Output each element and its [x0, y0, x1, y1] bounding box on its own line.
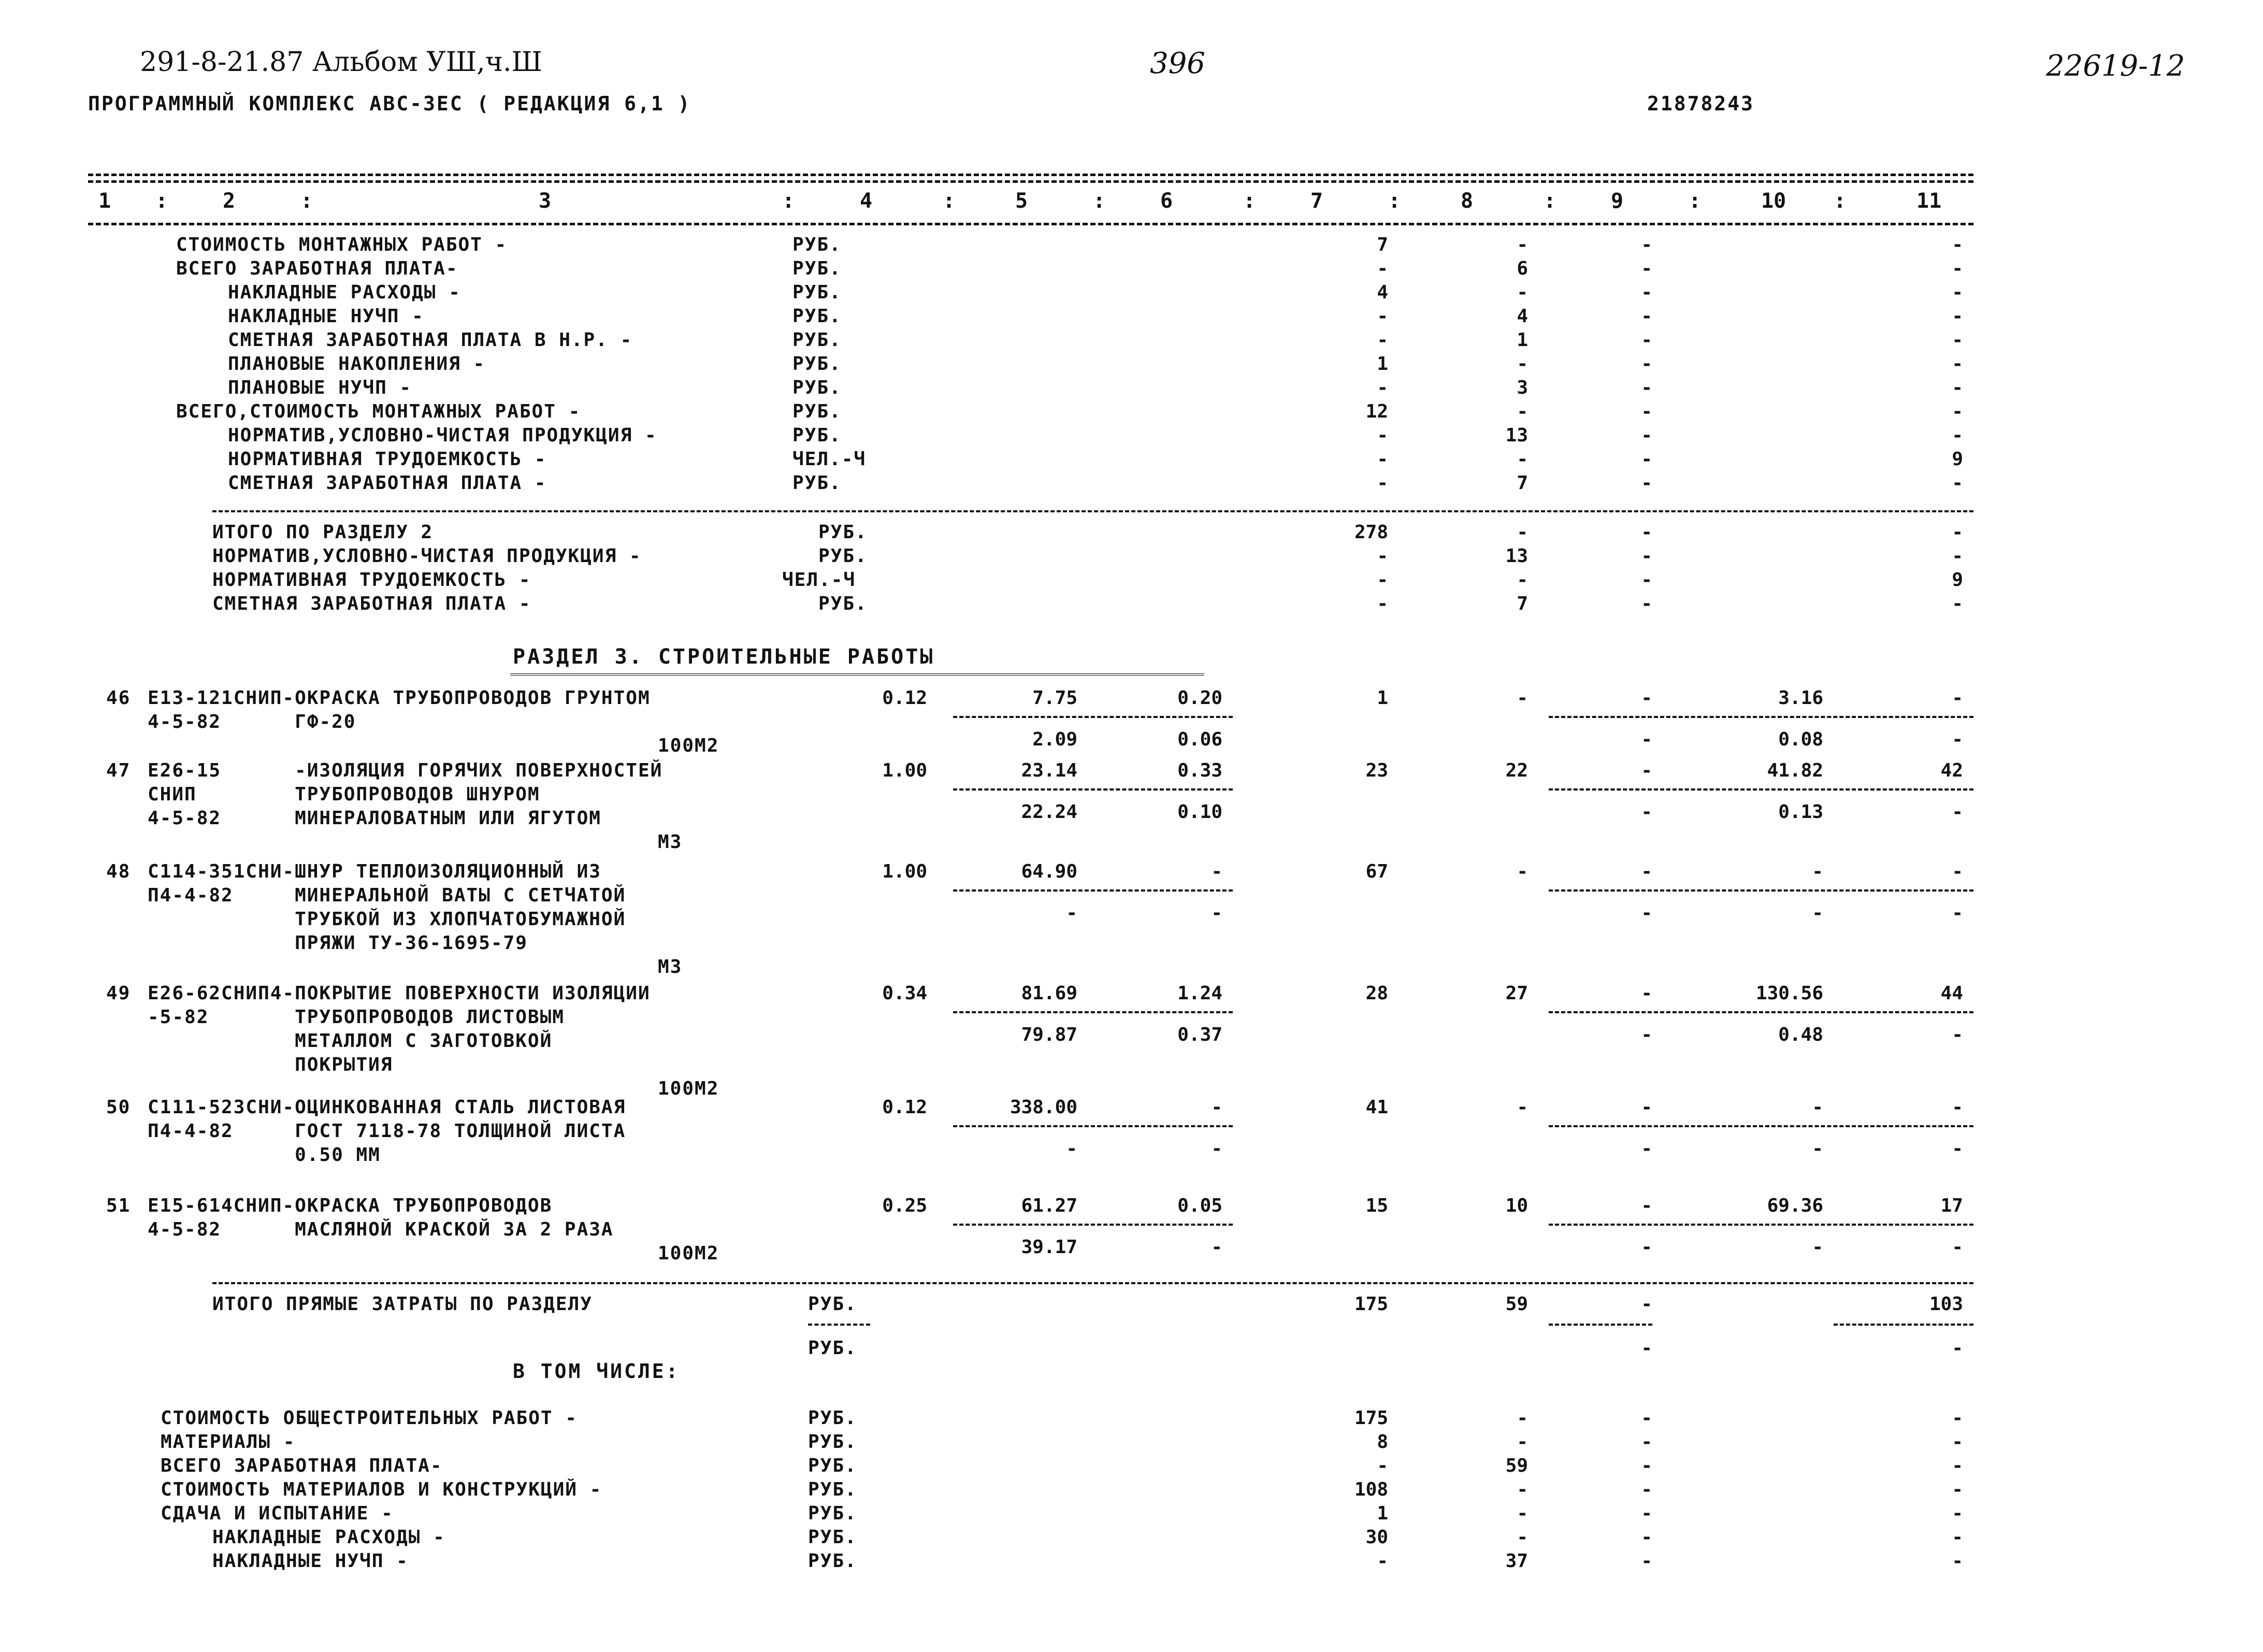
including-col8: -	[1517, 1479, 1528, 1500]
summary-label: НОРМАТИВ,УСЛОВНО-ЧИСТАЯ ПРОДУКЦИЯ -	[228, 425, 657, 446]
section-total-col8: 13	[1505, 545, 1528, 567]
item-description: Е26-62СНИП4-ПОКРЫТИЕ ПОВЕРХНОСТИ ИЗОЛЯЦИИ	[148, 983, 651, 1004]
summary-col9: -	[1641, 353, 1652, 375]
item-col6: 0.05	[1177, 1195, 1222, 1216]
summary-col7: 7	[1377, 234, 1388, 255]
including-col11: -	[1952, 1527, 1963, 1548]
item-description: 4-5-82 МИНЕРАЛОВАТНЫМ ИЛИ ЯГУТОМ	[148, 808, 601, 829]
item-col10-sub: -	[1812, 902, 1823, 924]
item-col10: -	[1812, 1097, 1823, 1118]
including-col8: -	[1517, 1431, 1528, 1453]
item-col9-sub: -	[1641, 729, 1652, 750]
summary-unit: РУБ.	[792, 282, 842, 303]
summary-col11: -	[1952, 306, 1963, 327]
direct-costs-col8: 59	[1505, 1294, 1528, 1315]
item-unit: 100М2	[658, 735, 719, 756]
section-total-col7: -	[1377, 569, 1388, 591]
column-separator: :	[1689, 189, 1702, 213]
summary-col11: -	[1952, 258, 1963, 279]
direct-costs-sub-rule	[1834, 1324, 1973, 1326]
including-label: СДАЧА И ИСПЫТАНИЕ -	[161, 1503, 394, 1524]
including-col9: -	[1641, 1550, 1652, 1572]
summary-col8: -	[1517, 449, 1528, 470]
item-subline	[953, 716, 1233, 718]
section-total-unit: ЧЕЛ.-Ч	[782, 569, 856, 591]
item-col5-sub: -	[1066, 1138, 1077, 1159]
summary-label: НАКЛАДНЫЕ РАСХОДЫ -	[228, 282, 461, 303]
item-subline	[953, 1011, 1233, 1013]
item-col9-sub: -	[1641, 1138, 1652, 1159]
summary-label: ВСЕГО,СТОИМОСТЬ МОНТАЖНЫХ РАБОТ -	[176, 401, 581, 422]
including-label: СТОИМОСТЬ ОБЩЕСТРОИТЕЛЬНЫХ РАБОТ -	[161, 1407, 578, 1429]
item-subline	[1549, 889, 1973, 892]
item-description: ПРЯЖИ ТУ-36-1695-79	[148, 932, 528, 954]
item-description: С114-351СНИ-ШНУР ТЕПЛОИЗОЛЯЦИОННЫЙ ИЗ	[148, 861, 601, 882]
including-col9: -	[1641, 1407, 1652, 1429]
item-col9-sub: -	[1641, 801, 1652, 823]
item-unit: 100М2	[658, 1243, 719, 1264]
item-number: 49	[106, 983, 131, 1004]
item-quantity: 1.00	[882, 861, 927, 882]
section-total-col11: 9	[1952, 569, 1963, 591]
section-total-unit: РУБ.	[818, 593, 868, 614]
including-unit: РУБ.	[808, 1431, 857, 1453]
including-unit: РУБ.	[808, 1527, 857, 1548]
item-description: П4-4-82 ГОСТ 7118-78 ТОЛЩИНОЙ ЛИСТА	[148, 1121, 626, 1142]
including-col7: -	[1377, 1550, 1388, 1572]
summary-col11: -	[1952, 329, 1963, 351]
item-col10: 130.56	[1755, 983, 1823, 1004]
summary-col11: 9	[1952, 449, 1963, 470]
summary-col8: 3	[1517, 377, 1528, 398]
summary-unit: РУБ.	[792, 306, 842, 327]
including-col8: 59	[1505, 1455, 1528, 1476]
item-description: МЕТАЛЛОМ С ЗАГОТОВКОЙ	[148, 1030, 553, 1052]
summary-label: СМЕТНАЯ ЗАРАБОТНАЯ ПЛАТА -	[228, 472, 547, 494]
item-col11: -	[1952, 861, 1963, 882]
item-col8: 10	[1505, 1195, 1528, 1216]
item-col7: 1	[1377, 687, 1388, 709]
column-separator: :	[300, 189, 313, 213]
including-label: СТОИМОСТЬ МАТЕРИАЛОВ И КОНСТРУКЦИЙ -	[161, 1479, 602, 1500]
summary-col8: -	[1517, 234, 1528, 255]
item-quantity: 1.00	[882, 760, 927, 781]
section-total-col7: -	[1377, 593, 1388, 614]
item-subline	[953, 788, 1233, 791]
item-col11-sub: -	[1952, 801, 1963, 823]
item-col11-sub: -	[1952, 729, 1963, 750]
including-col8: -	[1517, 1503, 1528, 1524]
section-total-col8: -	[1517, 569, 1528, 591]
item-quantity: 0.34	[882, 983, 927, 1004]
summary-label: ПЛАНОВЫЕ НУЧП -	[228, 377, 412, 398]
summary-col9: -	[1641, 425, 1652, 446]
including-title: В ТОМ ЧИСЛЕ:	[513, 1360, 680, 1383]
summary-unit: РУБ.	[792, 377, 842, 398]
summary-col7: -	[1377, 472, 1388, 494]
summary-unit: РУБ.	[792, 353, 842, 375]
summary-col8: 4	[1517, 306, 1528, 327]
including-col11: -	[1952, 1479, 1963, 1500]
section-total-col8: 7	[1517, 593, 1528, 614]
column-separator: :	[1243, 189, 1256, 213]
item-description: П4-4-82 МИНЕРАЛЬНОЙ ВАТЫ С СЕТЧАТОЙ	[148, 885, 626, 906]
column-separator: :	[1388, 189, 1401, 213]
summary-col9: -	[1641, 449, 1652, 470]
item-col6-sub: -	[1211, 1237, 1222, 1258]
section-total-col9: -	[1641, 593, 1652, 614]
including-col11: -	[1952, 1503, 1963, 1524]
column-separator: :	[782, 189, 795, 213]
item-description: ТРУБКОЙ ИЗ ХЛОПЧАТОБУМАЖНОЙ	[148, 909, 626, 930]
item-col7: 28	[1365, 983, 1388, 1004]
item-col6: 0.20	[1177, 687, 1222, 709]
item-col5-sub: 22.24	[1021, 801, 1077, 823]
including-col11: -	[1952, 1431, 1963, 1453]
section-total-col7: 278	[1354, 522, 1388, 543]
item-col5: 81.69	[1021, 983, 1077, 1004]
item-col8: -	[1517, 687, 1528, 709]
item-col10-sub: -	[1812, 1237, 1823, 1258]
item-quantity: 0.25	[882, 1195, 927, 1216]
item-col10: 41.82	[1767, 760, 1823, 781]
item-col5-sub: 39.17	[1021, 1237, 1077, 1258]
item-col7: 23	[1365, 760, 1388, 781]
including-unit: РУБ.	[808, 1407, 857, 1429]
including-unit: РУБ.	[808, 1479, 857, 1500]
item-col11: 42	[1940, 760, 1963, 781]
section-total-label: НОРМАТИВ,УСЛОВНО-ЧИСТАЯ ПРОДУКЦИЯ -	[212, 545, 642, 567]
summary-label: НАКЛАДНЫЕ НУЧП -	[228, 306, 424, 327]
column-header: 10	[1761, 189, 1786, 213]
item-col7: 67	[1365, 861, 1388, 882]
item-col9: -	[1641, 687, 1652, 709]
including-col7: -	[1377, 1455, 1388, 1476]
including-col9: -	[1641, 1431, 1652, 1453]
item-col10-sub: 0.48	[1778, 1024, 1823, 1045]
item-description: СНИП ТРУБОПРОВОДОВ ШНУРОМ	[148, 784, 540, 805]
item-description: Е26-15 -ИЗОЛЯЦИЯ ГОРЯЧИХ ПОВЕРХНОСТЕЙ	[148, 760, 663, 781]
section-title-underline	[510, 673, 1204, 676]
item-col7: 41	[1365, 1097, 1388, 1118]
item-col8: 22	[1505, 760, 1528, 781]
item-col9-sub: -	[1641, 1024, 1652, 1045]
item-col8: 27	[1505, 983, 1528, 1004]
item-col6-sub: 0.06	[1177, 729, 1222, 750]
direct-costs-col7: 175	[1354, 1294, 1388, 1315]
item-col5: 7.75	[1032, 687, 1077, 709]
summary-col7: -	[1377, 306, 1388, 327]
item-col9: -	[1641, 1195, 1652, 1216]
summary-col8: -	[1517, 282, 1528, 303]
item-col11-sub: -	[1952, 902, 1963, 924]
item-number: 48	[106, 861, 131, 882]
including-unit: РУБ.	[808, 1455, 857, 1476]
summary-col8: 13	[1505, 425, 1528, 446]
column-header: 3	[539, 189, 552, 213]
including-unit: РУБ.	[808, 1503, 857, 1524]
column-header: 1	[98, 189, 111, 213]
item-col5-sub: 79.87	[1021, 1024, 1077, 1045]
item-col9: -	[1641, 760, 1652, 781]
total-top-rule	[212, 1282, 1973, 1284]
including-col8: -	[1517, 1407, 1528, 1429]
item-col5-sub: 2.09	[1032, 729, 1077, 750]
summary-col7: 4	[1377, 282, 1388, 303]
item-col10: -	[1812, 861, 1823, 882]
section-total-col9: -	[1641, 569, 1652, 591]
column-separator: :	[1544, 189, 1556, 213]
summary-unit: ЧЕЛ.-Ч	[792, 449, 867, 470]
item-col11-sub: -	[1952, 1237, 1963, 1258]
section-total-col8: -	[1517, 522, 1528, 543]
including-label: НАКЛАДНЫЕ РАСХОДЫ -	[212, 1527, 445, 1548]
item-subline	[1549, 788, 1973, 791]
item-col9-sub: -	[1641, 1237, 1652, 1258]
summary-col8: -	[1517, 353, 1528, 375]
item-number: 47	[106, 760, 131, 781]
item-col10: 3.16	[1778, 687, 1823, 709]
direct-costs-col11: 103	[1929, 1294, 1963, 1315]
summary-label: СТОИМОСТЬ МОНТАЖНЫХ РАБОТ -	[176, 234, 508, 255]
summary-unit: РУБ.	[792, 401, 842, 422]
item-col11-sub: -	[1952, 1138, 1963, 1159]
column-header: 11	[1916, 189, 1942, 213]
column-header: 2	[223, 189, 236, 213]
item-col9: -	[1641, 983, 1652, 1004]
summary-col9: -	[1641, 306, 1652, 327]
summary-col11: -	[1952, 472, 1963, 494]
summary-col8: 6	[1517, 258, 1528, 279]
summary-unit: РУБ.	[792, 258, 842, 279]
item-description: -5-82 ТРУБОПРОВОДОВ ЛИСТОВЫМ	[148, 1007, 565, 1028]
item-col5: 64.90	[1021, 861, 1077, 882]
item-col10-sub: 0.08	[1778, 729, 1823, 750]
item-col6-sub: 0.10	[1177, 801, 1222, 823]
summary-col9: -	[1641, 258, 1652, 279]
item-description: Е15-614СНИП-ОКРАСКА ТРУБОПРОВОДОВ	[148, 1195, 553, 1216]
item-subline	[1549, 716, 1973, 718]
direct-costs-unit: РУБ.	[808, 1294, 857, 1315]
including-col8: 37	[1505, 1550, 1528, 1572]
item-col9: -	[1641, 861, 1652, 882]
item-subline	[953, 1125, 1233, 1127]
summary-label: СМЕТНАЯ ЗАРАБОТНАЯ ПЛАТА В Н.Р. -	[228, 329, 633, 351]
summary-col8: 7	[1517, 472, 1528, 494]
including-col9: -	[1641, 1479, 1652, 1500]
column-header: 7	[1310, 189, 1323, 213]
including-col11: -	[1952, 1455, 1963, 1476]
item-col10-sub: 0.13	[1778, 801, 1823, 823]
item-col8: -	[1517, 1097, 1528, 1118]
summary-col8: 1	[1517, 329, 1528, 351]
direct-costs-col11-sub: -	[1952, 1338, 1963, 1359]
summary-col11: -	[1952, 401, 1963, 422]
item-col6: 1.24	[1177, 983, 1222, 1004]
section-total-col9: -	[1641, 522, 1652, 543]
summary-col9: -	[1641, 401, 1652, 422]
summary-unit: РУБ.	[792, 234, 842, 255]
item-unit: М3	[658, 956, 683, 978]
item-number: 50	[106, 1097, 131, 1118]
item-quantity: 0.12	[882, 687, 927, 709]
direct-costs-label: ИТОГО ПРЯМЫЕ ЗАТРАТЫ ПО РАЗДЕЛУ	[212, 1294, 593, 1315]
summary-col11: -	[1952, 234, 1963, 255]
including-col11: -	[1952, 1407, 1963, 1429]
item-col6-sub: -	[1211, 1138, 1222, 1159]
summary-col7: -	[1377, 258, 1388, 279]
column-header: 4	[860, 189, 873, 213]
top-rule-2	[88, 180, 1973, 183]
item-col10: 69.36	[1767, 1195, 1823, 1216]
page-number: 396	[1150, 47, 1205, 80]
summary-label: ПЛАНОВЫЕ НАКОПЛЕНИЯ -	[228, 353, 486, 375]
top-rule	[88, 174, 1973, 176]
section-total-label: ИТОГО ПО РАЗДЕЛУ 2	[212, 522, 434, 543]
direct-costs-col9: -	[1641, 1294, 1652, 1315]
summary-col9: -	[1641, 282, 1652, 303]
summary-col7: 1	[1377, 353, 1388, 375]
including-label: ВСЕГО ЗАРАБОТНАЯ ПЛАТА-	[161, 1455, 443, 1476]
item-unit: М3	[658, 831, 683, 853]
section-total-label: НОРМАТИВНАЯ ТРУДОЕМКОСТЬ -	[212, 569, 531, 591]
direct-costs-col9-sub: -	[1641, 1338, 1652, 1359]
summary-col11: -	[1952, 425, 1963, 446]
summary-col7: -	[1377, 329, 1388, 351]
item-col6-sub: -	[1211, 902, 1222, 924]
summary-col8: -	[1517, 401, 1528, 422]
column-separator: :	[1834, 189, 1847, 213]
item-col10-sub: -	[1812, 1138, 1823, 1159]
column-header: 9	[1611, 189, 1624, 213]
item-subline	[1549, 1011, 1973, 1013]
column-separator: :	[155, 189, 168, 213]
including-col7: 175	[1354, 1407, 1388, 1429]
summary-unit: РУБ.	[792, 472, 842, 494]
item-description: 4-5-82 МАСЛЯНОЙ КРАСКОЙ ЗА 2 РАЗА	[148, 1219, 614, 1240]
item-col9: -	[1641, 1097, 1652, 1118]
including-col9: -	[1641, 1527, 1652, 1548]
summary-col9: -	[1641, 472, 1652, 494]
column-separator: :	[943, 189, 956, 213]
item-subline	[1549, 1125, 1973, 1127]
section-total-col11: -	[1952, 593, 1963, 614]
block1-bottom-rule	[212, 510, 1973, 512]
including-col7: 30	[1365, 1527, 1388, 1548]
item-number: 46	[106, 687, 131, 709]
section-total-col7: -	[1377, 545, 1388, 567]
item-col11: 17	[1940, 1195, 1963, 1216]
section-total-unit: РУБ.	[818, 522, 868, 543]
item-quantity: 0.12	[882, 1097, 927, 1118]
summary-col7: -	[1377, 377, 1388, 398]
including-col9: -	[1641, 1455, 1652, 1476]
item-col11: 44	[1940, 983, 1963, 1004]
summary-unit: РУБ.	[792, 425, 842, 446]
item-number: 51	[106, 1195, 131, 1216]
item-col11: -	[1952, 687, 1963, 709]
item-unit: 100М2	[658, 1078, 719, 1099]
summary-col7: -	[1377, 449, 1388, 470]
summary-col7: 12	[1365, 401, 1388, 422]
summary-label: ВСЕГО ЗАРАБОТНАЯ ПЛАТА-	[176, 258, 458, 279]
header-bottom-rule	[88, 223, 1973, 225]
column-header: 5	[1015, 189, 1028, 213]
including-col9: -	[1641, 1503, 1652, 1524]
column-separator: :	[1093, 189, 1106, 213]
summary-col9: -	[1641, 329, 1652, 351]
item-col6-sub: 0.37	[1177, 1024, 1222, 1045]
item-col5: 23.14	[1021, 760, 1077, 781]
item-col7: 15	[1365, 1195, 1388, 1216]
including-col7: 108	[1354, 1479, 1388, 1500]
item-col5: 61.27	[1021, 1195, 1077, 1216]
item-description: Е13-121СНИП-ОКРАСКА ТРУБОПРОВОДОВ ГРУНТОМ	[148, 687, 651, 709]
item-col9-sub: -	[1641, 902, 1652, 924]
summary-col7: -	[1377, 425, 1388, 446]
direct-costs-unit-rule	[808, 1324, 870, 1326]
item-col5-sub: -	[1066, 902, 1077, 924]
document-code: 291-8-21.87 Альбом УШ,ч.Ш	[140, 47, 542, 78]
summary-unit: РУБ.	[792, 329, 842, 351]
section-total-col11: -	[1952, 545, 1963, 567]
including-col7: 1	[1377, 1503, 1388, 1524]
section-total-unit: РУБ.	[818, 545, 868, 567]
including-col8: -	[1517, 1527, 1528, 1548]
item-description: С111-523СНИ-ОЦИНКОВАННАЯ СТАЛЬ ЛИСТОВАЯ	[148, 1097, 626, 1118]
summary-label: НОРМАТИВНАЯ ТРУДОЕМКОСТЬ -	[228, 449, 547, 470]
item-col6: -	[1211, 861, 1222, 882]
item-col5: 338.00	[1010, 1097, 1077, 1118]
direct-costs-unit: РУБ.	[808, 1338, 857, 1359]
column-header: 8	[1461, 189, 1474, 213]
direct-costs-sub-rule	[1549, 1324, 1652, 1326]
including-unit: РУБ.	[808, 1550, 857, 1572]
summary-col9: -	[1641, 377, 1652, 398]
section-total-col9: -	[1641, 545, 1652, 567]
item-description: 4-5-82 ГФ-20	[148, 711, 356, 732]
summary-col11: -	[1952, 282, 1963, 303]
including-col11: -	[1952, 1550, 1963, 1572]
item-subline	[1549, 1224, 1973, 1226]
estimate-id: 21878243	[1647, 92, 1755, 115]
section-total-label: СМЕТНАЯ ЗАРАБОТНАЯ ПЛАТА -	[212, 593, 531, 614]
including-label: НАКЛАДНЫЕ НУЧП -	[212, 1550, 409, 1572]
including-label: МАТЕРИАЛЫ -	[161, 1431, 296, 1453]
item-description: ПОКРЫТИЯ	[148, 1054, 393, 1075]
column-header: 6	[1160, 189, 1173, 213]
summary-col11: -	[1952, 377, 1963, 398]
section-title: РАЗДЕЛ 3. СТРОИТЕЛЬНЫЕ РАБОТЫ	[513, 645, 935, 669]
item-col11-sub: -	[1952, 1024, 1963, 1045]
program-line: ПРОГРАММНЫЙ КОМПЛЕКС АВС-3ЕС ( РЕДАКЦИЯ 6,1 )	[88, 92, 691, 115]
item-description: 0.50 ММ	[148, 1144, 381, 1166]
item-subline	[953, 889, 1233, 892]
item-col6: 0.33	[1177, 760, 1222, 781]
including-col7: 8	[1377, 1431, 1388, 1453]
item-subline	[953, 1224, 1233, 1226]
item-col8: -	[1517, 861, 1528, 882]
section-total-col11: -	[1952, 522, 1963, 543]
summary-col9: -	[1641, 234, 1652, 255]
item-col11: -	[1952, 1097, 1963, 1118]
document-number: 22619-12	[2046, 49, 2185, 83]
summary-col11: -	[1952, 353, 1963, 375]
item-col6: -	[1211, 1097, 1222, 1118]
